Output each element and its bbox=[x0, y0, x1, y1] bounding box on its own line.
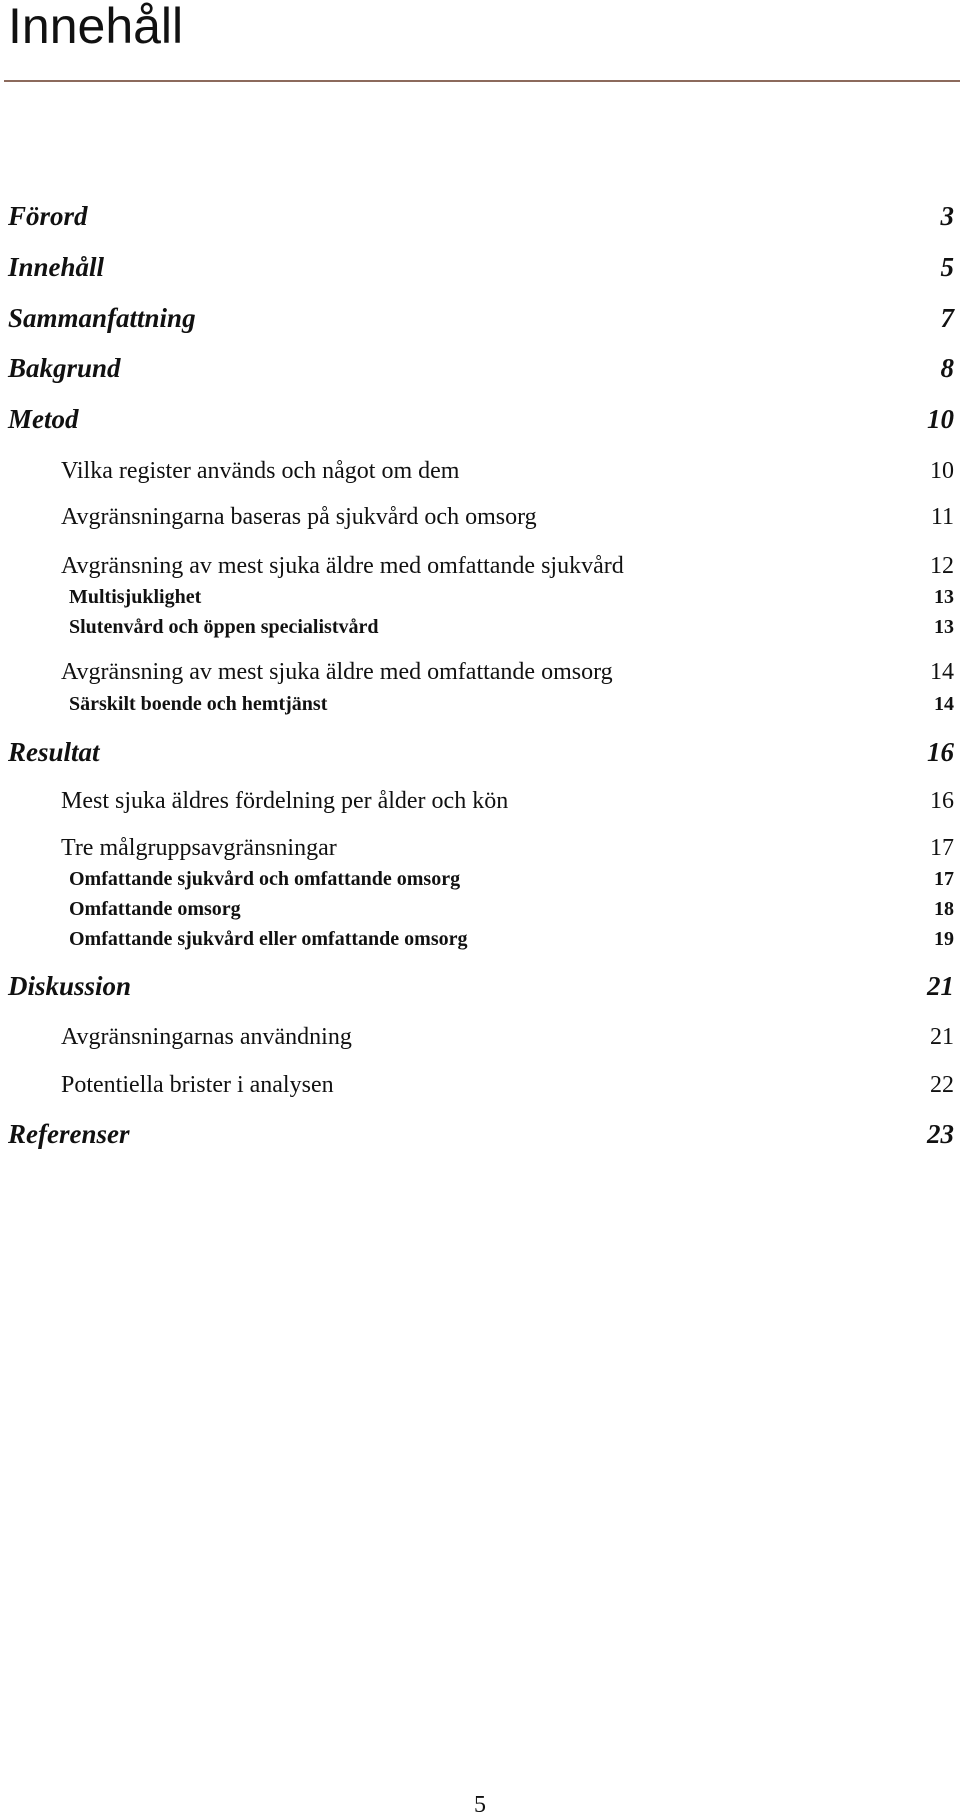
toc-entry-page: 3 bbox=[940, 201, 954, 231]
toc-entry-avgransning-omsorg[interactable] bbox=[61, 658, 954, 686]
toc-entry-page: 14 bbox=[934, 693, 954, 715]
toc-entry-referenser[interactable] bbox=[8, 1118, 954, 1150]
toc-entry-title: Innehåll bbox=[8, 252, 105, 282]
toc-entry-page: 16 bbox=[930, 788, 954, 814]
toc-entry-page: 10 bbox=[930, 458, 954, 484]
toc-entry-title: Resultat bbox=[8, 737, 100, 767]
toc-entry-page: 13 bbox=[934, 586, 954, 608]
toc-entry-title: Tre målgruppsavgränsningar bbox=[61, 835, 337, 861]
toc-entry-page: 17 bbox=[934, 868, 954, 890]
page-title: Innehåll bbox=[8, 0, 184, 54]
toc-entry-avgransning-sjukvard[interactable] bbox=[61, 552, 954, 580]
toc-entry-page: 22 bbox=[930, 1072, 954, 1098]
toc-entry-title: Förord bbox=[8, 201, 88, 231]
toc-entry-title: Avgränsningarna baseras på sjukvård och omsorg bbox=[61, 504, 537, 530]
toc-entry-page: 19 bbox=[934, 928, 954, 950]
toc-entry-title: Omfattande omsorg bbox=[69, 898, 241, 920]
toc-entry-page: 16 bbox=[927, 737, 954, 767]
page-number: 5 bbox=[474, 1792, 486, 1818]
toc-entry-page: 14 bbox=[930, 659, 954, 685]
toc-entry-page: 21 bbox=[927, 971, 954, 1001]
toc-entry-page: 18 bbox=[934, 898, 954, 920]
toc-entry-title: Omfattande sjukvård och omfattande omsorg bbox=[69, 868, 461, 890]
toc-entry-vilka-register[interactable] bbox=[61, 457, 954, 485]
toc-entry-page: 21 bbox=[930, 1024, 954, 1050]
toc-entry-page: 7 bbox=[940, 303, 954, 333]
toc-entry-omf-sjukvard-eller-omsorg[interactable] bbox=[69, 927, 954, 951]
toc-entry-title: Referenser bbox=[8, 1119, 130, 1149]
toc-entry-metod[interactable] bbox=[8, 403, 954, 435]
toc-entry-page: 13 bbox=[934, 616, 954, 638]
toc-entry-title: Bakgrund bbox=[8, 353, 121, 383]
toc-entry-title: Omfattande sjukvård eller omfattande omsorg bbox=[69, 928, 468, 950]
toc-entry-avgransningarna-baseras[interactable] bbox=[61, 503, 954, 531]
toc-entry-page: 5 bbox=[940, 252, 954, 282]
toc-entry-innehall[interactable] bbox=[8, 251, 954, 283]
toc-entry-title: Diskussion bbox=[8, 971, 132, 1001]
toc-entry-title: Metod bbox=[8, 404, 79, 434]
toc-entry-tre-malgrupp[interactable] bbox=[61, 834, 954, 862]
toc-entry-title: Särskilt boende och hemtjänst bbox=[69, 693, 328, 715]
toc-entry-title: Avgränsningarnas användning bbox=[61, 1024, 352, 1050]
toc-entry-fordelning[interactable] bbox=[61, 787, 954, 815]
toc-entry-resultat[interactable] bbox=[8, 736, 954, 768]
toc-entry-slutenvard[interactable] bbox=[69, 615, 954, 639]
toc-entry-omf-omsorg[interactable] bbox=[69, 897, 954, 921]
toc-entry-page: 10 bbox=[927, 404, 954, 434]
toc-entry-page: 11 bbox=[930, 504, 954, 530]
toc-entry-bakgrund[interactable] bbox=[8, 352, 954, 384]
toc-entry-title: Potentiella brister i analysen bbox=[61, 1072, 334, 1098]
toc-entry-anvandning[interactable] bbox=[61, 1023, 954, 1051]
toc-entry-omf-sjukvard-och-omsorg[interactable] bbox=[69, 867, 954, 891]
toc-entry-diskussion[interactable] bbox=[8, 970, 954, 1002]
toc-entry-title: Slutenvård och öppen specialistvård bbox=[69, 616, 379, 638]
toc-entry-title: Mest sjuka äldres fördelning per ålder och kön bbox=[61, 788, 509, 814]
toc-entry-multisjuklighet[interactable] bbox=[69, 585, 954, 609]
toc-entry-title: Multisjuklighet bbox=[69, 586, 202, 608]
toc-entry-title: Sammanfattning bbox=[8, 303, 196, 333]
toc-entry-page: 23 bbox=[927, 1119, 954, 1149]
toc-entry-brister[interactable] bbox=[61, 1071, 954, 1099]
toc-entry-forord[interactable] bbox=[8, 200, 954, 232]
toc-entry-title: Vilka register används och något om dem bbox=[61, 458, 460, 484]
toc-entry-page: 12 bbox=[930, 553, 954, 579]
toc-entry-title: Avgränsning av mest sjuka äldre med omfattande omsorg bbox=[61, 659, 613, 685]
toc-entry-page: 17 bbox=[930, 835, 954, 861]
toc-entry-title: Avgränsning av mest sjuka äldre med omfattande sjukvård bbox=[61, 553, 624, 579]
toc-entry-sarskilt-boende[interactable] bbox=[69, 692, 954, 716]
toc-entry-page: 8 bbox=[940, 353, 954, 383]
toc-entry-sammanfattning[interactable] bbox=[8, 302, 954, 334]
